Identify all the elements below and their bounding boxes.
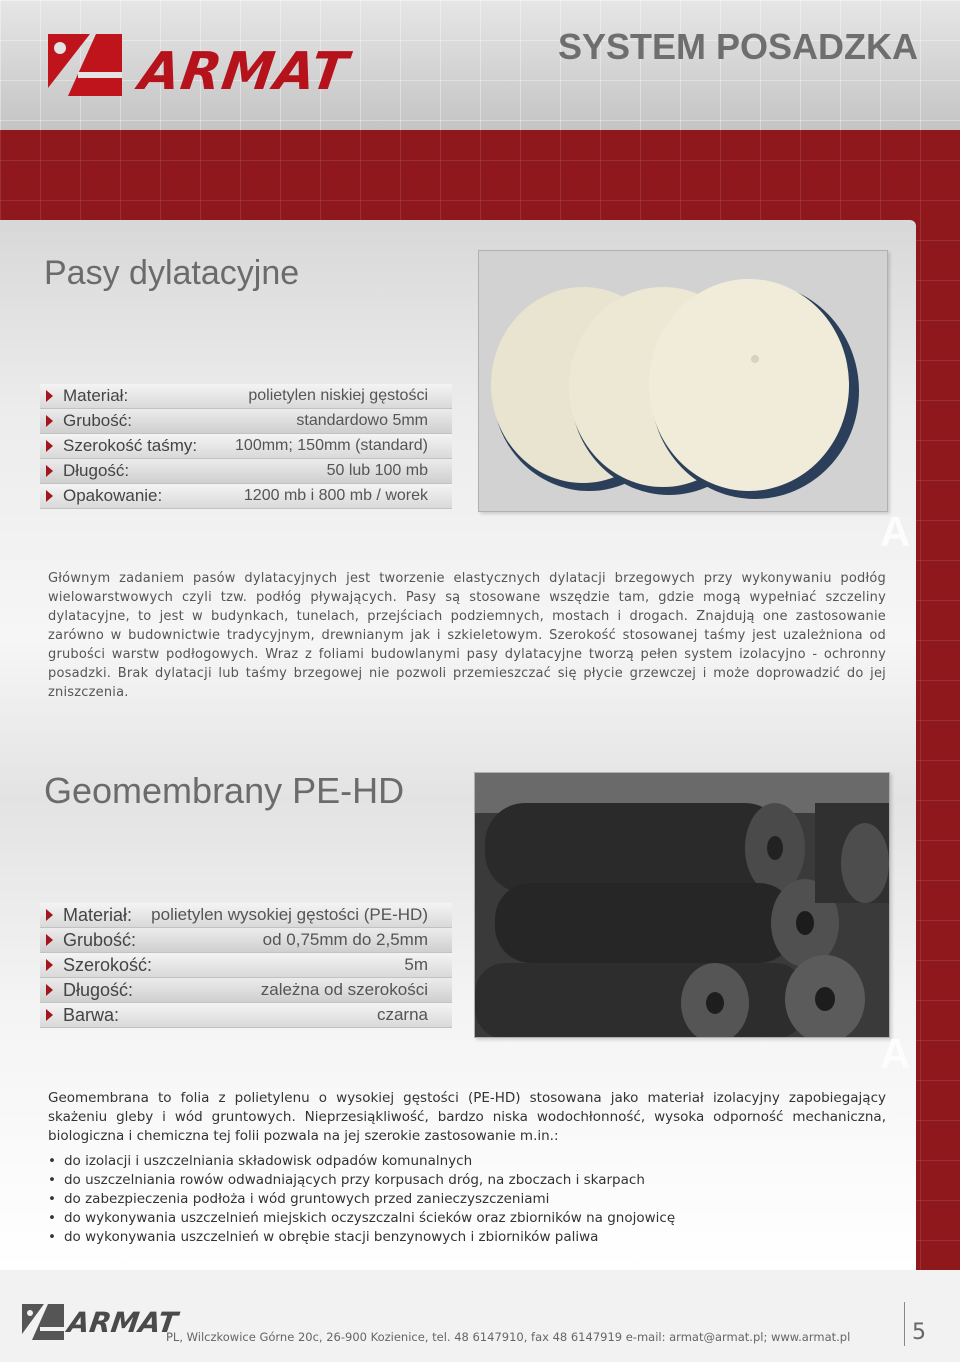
list-item: • do wykonywania uszczelnień miejskich oczyszczalni ścieków oraz zbiorników na gnojowicę (48, 1209, 675, 1228)
spec-label: Szerokość taśmy: (63, 436, 198, 455)
spec-label: Materiał: (63, 904, 133, 925)
list-item: • do zabezpieczenia podłoża i wód gruntowych przed zanieczyszczeniami (48, 1190, 675, 1209)
spec-row-color (40, 1003, 452, 1028)
uses-list (48, 1152, 675, 1247)
footer-contact-info: PL, Wilczkowice Górne 20c, 26-900 Kozienice, tel. 48 6147910, fax 48 6147919 e-mail: armat@armat.pl; www.armat.pl (166, 1330, 851, 1344)
brand-logo-text: ARMAT (135, 42, 352, 102)
spec-label: Opakowanie: (63, 486, 163, 505)
spec-label: Grubość: (63, 929, 137, 950)
arrow-bullet-icon (46, 909, 53, 921)
footer-divider (904, 1302, 905, 1346)
armat-footer-logo-icon (20, 1302, 66, 1342)
page-number: 5 (912, 1320, 926, 1345)
spec-row-thickness (40, 409, 452, 434)
spec-row-length (40, 978, 452, 1003)
arrow-bullet-icon (46, 490, 53, 502)
arrow-bullet-icon (46, 934, 53, 946)
arrow-bullet-icon (46, 465, 53, 477)
spec-row-thickness (40, 928, 452, 953)
geomembrane-photo (474, 772, 890, 1038)
arrow-bullet-icon (46, 984, 53, 996)
spec-label: Barwa: (63, 1004, 120, 1025)
foam-rolls-image (479, 251, 887, 511)
spec-label: Materiał: (63, 386, 129, 405)
spec-row-material (40, 903, 452, 928)
footer-brand-text: ARMAT (65, 1306, 180, 1339)
spec-value: standardowo 5mm (296, 412, 428, 429)
spec-label: Długość: (63, 979, 134, 1000)
spec-row-width (40, 434, 452, 459)
list-item: • do wykonywania uszczelnień w obrębie stacji benzynowych i zbiorników paliwa (48, 1228, 675, 1247)
spec-label: Długość: (63, 461, 130, 480)
armat-watermark-icon: A (880, 508, 911, 555)
expansion-strip-photo (478, 250, 888, 512)
list-item: • do izolacji i uszczelniania składowisk odpadów komunalnych (48, 1152, 675, 1171)
list-item: • do uszczelniania rowów odwadniających przy korpusach dróg, na zboczach i skarpach (48, 1171, 675, 1190)
spec-value: 50 lub 100 mb (326, 462, 428, 479)
arrow-bullet-icon (46, 440, 53, 452)
spec-row-packaging (40, 484, 452, 509)
header (0, 0, 960, 130)
arrow-bullet-icon (46, 1009, 53, 1021)
section-heading-expansion-strips: Pasy dylatacyjne (44, 254, 300, 292)
spec-value: 1200 mb i 800 mb / worek (243, 487, 428, 504)
footer (0, 1270, 960, 1362)
spec-value: 100mm; 150mm (standard) (235, 437, 428, 454)
page-title: SYSTEM POSADZKA (557, 26, 918, 67)
spec-value: od 0,75mm do 2,5mm (262, 930, 428, 949)
spec-value: zależna od szerokości (260, 980, 428, 999)
spec-value: 5m (404, 955, 428, 974)
arrow-bullet-icon (46, 415, 53, 427)
armat-watermark-icon: A (880, 1030, 911, 1077)
arrow-bullet-icon (46, 959, 53, 971)
spec-value: czarna (376, 1005, 428, 1024)
section-heading-geomembranes: Geomembrany PE-HD (44, 770, 405, 811)
spec-row-length (40, 459, 452, 484)
spec-label: Grubość: (63, 411, 132, 430)
spec-table-expansion-strips (40, 384, 452, 509)
arrow-bullet-icon (46, 390, 53, 402)
spec-row-material (40, 384, 452, 409)
description-geomembranes: Geomembrana to folia z polietylenu o wysokiej gęstości (PE-HD) stosowana jako materiał izolacyjny zapobiegający skażeniu gleby i wód gruntowych. Nieprzesiąkliwość, bardzo niska wodochłonność, wysoka odporność mechaniczna, biologiczna i chemiczna tej folii pozwala na jej szerokie zastosowanie m.in.: (48, 1090, 886, 1144)
black-rolls-image (475, 773, 890, 1038)
spec-label: Szerokość: (63, 954, 153, 975)
spec-row-width (40, 953, 452, 978)
spec-table-geomembranes (40, 903, 452, 1028)
spec-value: polietylen wysokiej gęstości (PE-HD) (151, 905, 428, 924)
spec-value: polietylen niskiej gęstości (248, 387, 428, 404)
description-expansion-strips: Głównym zadaniem pasów dylatacyjnych jest tworzenie elastycznych dylatacji brzegowych przy wykonywaniu podłóg wielowarstwowych czyli tzw. podłóg pływających. Pasy są stosowane wszędzie tam, gdzie mogą wypełniać szczeliny dylatacyjne, to jest w budynkach, tunelach, przejściach podziemnych, mostach i drogach. Znajdują one zastosowanie zarówno w budownictwie tradycyjnym, drewnianym jak i szkieletowym. Szerokość stosowanej taśmy jest uzależniona od grubości warstw podłogowych. Wraz z foliami budowlanymi pasy dylatacyjne tworzą pełen system izolacyjno - ochronny posadzki. Brak dylatacji lub taśmy brzegowej nie pozwoli przemieszczać się płycie grzewczej i może doprowadzić do jej zniszczenia. (48, 571, 886, 700)
armat-logo-icon (38, 24, 134, 102)
